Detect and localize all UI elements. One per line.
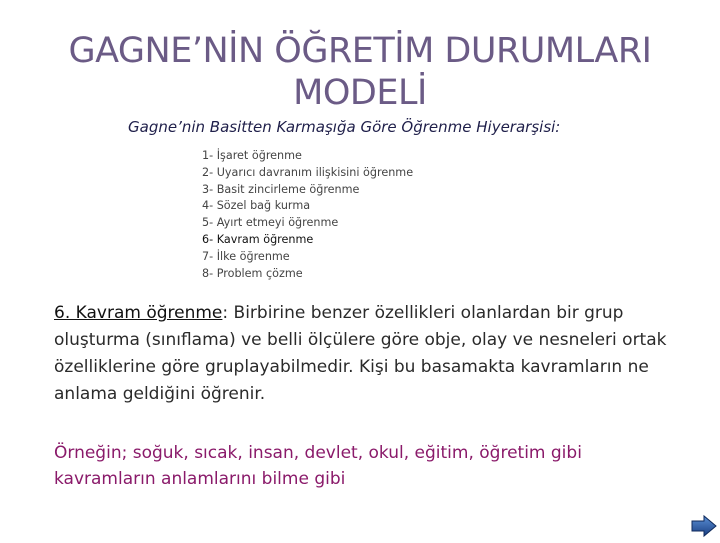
next-slide-button[interactable] [690,514,718,538]
hierarchy-item: 6- Kavram öğrenme [202,232,314,246]
hierarchy-item: 8- Problem çözme [202,266,303,280]
hierarchy-subtitle: Gagne’nin Basitten Karmaşığa Göre Öğrenme Hiyerarşisi: [128,118,561,136]
hierarchy-item: 2- Uyarıcı davranım ilişkisini öğrenme [202,165,414,179]
definition-paragraph [54,300,704,408]
arrow-right-icon [690,514,718,538]
definition-separator: : [222,303,229,323]
hierarchy-item: 4- Sözel bağ kurma [202,199,311,213]
hierarchy-item: 5- Ayırt etmeyi öğrenme [202,216,339,230]
definition-term: 6. Kavram öğrenme [54,303,223,323]
hierarchy-list [202,148,413,282]
hierarchy-item: 1- İşaret öğrenme [202,149,302,162]
slide-title-line-2: MODELİ [293,73,427,113]
hierarchy-item: 7- İlke öğrenme [202,249,290,263]
hierarchy-item: 3- Basit zincirleme öğrenme [202,182,360,196]
example-paragraph: Örneğin; soğuk, sıcak, insan, devlet, okul, eğitim, öğretim gibi kavramların anlamlarını bilme gibi [54,443,582,489]
slide-title-line-1: GAGNE’NİN ÖĞRETİM DURUMLARI [68,31,652,71]
definition-text: Birbirine benzer özellikleri olanlardan bir grup oluşturma (sınıflama) ve belli ölçülere göre obje, olay ve nesneleri ortak özelliklerine göre gruplayabilmedir. Kişi bu basamakta kavramların ne anlama geldiğini öğrenir. [54,303,667,404]
slide-title [40,30,680,114]
